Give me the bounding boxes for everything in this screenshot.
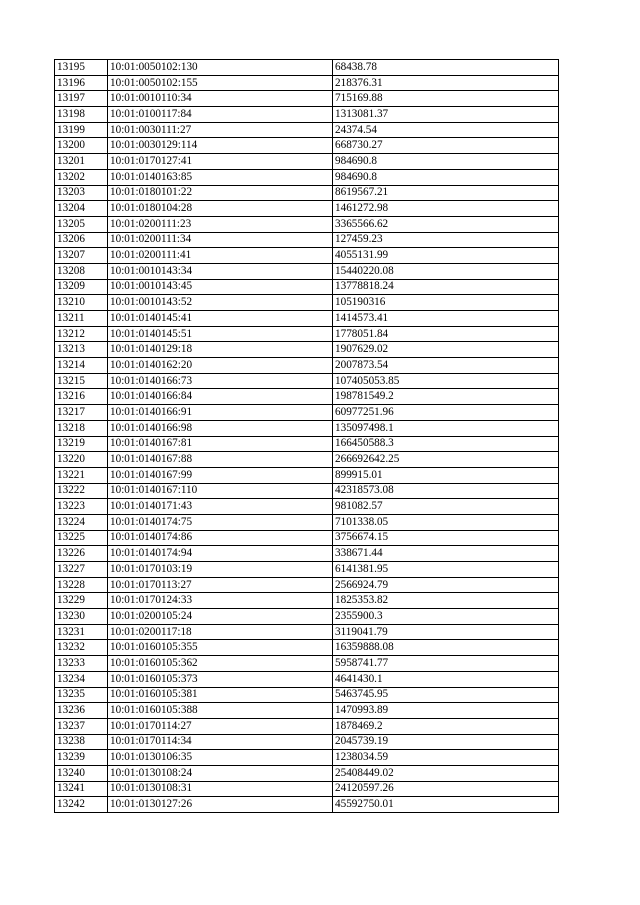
cadastral-number-cell: 10:01:0050102:155 (108, 75, 333, 91)
cadastral-number-cell: 10:01:0200111:23 (108, 216, 333, 232)
cadastral-number-cell: 10:01:0180101:22 (108, 185, 333, 201)
cadastral-number-cell: 10:01:0140167:81 (108, 436, 333, 452)
value-cell: 2045739.19 (333, 734, 559, 750)
cadastral-number-cell: 10:01:0180104:28 (108, 201, 333, 217)
value-cell: 166450588.3 (333, 436, 559, 452)
row-number-cell: 13208 (55, 263, 108, 279)
cadastral-number-cell: 10:01:0160105:381 (108, 687, 333, 703)
cadastral-number-cell: 10:01:0010110:34 (108, 91, 333, 107)
cadastral-number-cell: 10:01:0140162:20 (108, 358, 333, 374)
value-cell: 1825353.82 (333, 593, 559, 609)
row-number-cell: 13233 (55, 656, 108, 672)
row-number-cell: 13196 (55, 75, 108, 91)
table-row (55, 483, 559, 499)
table-row (55, 577, 559, 593)
table-row (55, 358, 559, 374)
row-number-cell: 13219 (55, 436, 108, 452)
row-number-cell: 13206 (55, 232, 108, 248)
row-number-cell: 13204 (55, 201, 108, 217)
row-number-cell: 13224 (55, 514, 108, 530)
row-number-cell: 13226 (55, 546, 108, 562)
value-cell: 1313081.37 (333, 107, 559, 123)
table-row (55, 499, 559, 515)
value-cell: 338671.44 (333, 546, 559, 562)
row-number-cell: 13222 (55, 483, 108, 499)
value-cell: 5463745.95 (333, 687, 559, 703)
cadastral-number-cell: 10:01:0140167:110 (108, 483, 333, 499)
cadastral-number-cell: 10:01:0140167:88 (108, 452, 333, 468)
cadastral-number-cell: 10:01:0160105:373 (108, 671, 333, 687)
row-number-cell: 13215 (55, 373, 108, 389)
table-row (55, 216, 559, 232)
row-number-cell: 13223 (55, 499, 108, 515)
cadastral-number-cell: 10:01:0140171:43 (108, 499, 333, 515)
row-number-cell: 13216 (55, 389, 108, 405)
value-cell: 715169.88 (333, 91, 559, 107)
value-cell: 981082.57 (333, 499, 559, 515)
row-number-cell: 13197 (55, 91, 108, 107)
table-row (55, 232, 559, 248)
value-cell: 1470993.89 (333, 703, 559, 719)
value-cell: 45592750.01 (333, 797, 559, 813)
value-cell: 4641430.1 (333, 671, 559, 687)
row-number-cell: 13238 (55, 734, 108, 750)
value-cell: 266692642.25 (333, 452, 559, 468)
cadastral-number-cell: 10:01:0130127:26 (108, 797, 333, 813)
cadastral-number-cell: 10:01:0030129:114 (108, 138, 333, 154)
table-row (55, 295, 559, 311)
row-number-cell: 13217 (55, 405, 108, 421)
row-number-cell: 13229 (55, 593, 108, 609)
row-number-cell: 13199 (55, 122, 108, 138)
row-number-cell: 13210 (55, 295, 108, 311)
table-row (55, 546, 559, 562)
value-cell: 8619567.21 (333, 185, 559, 201)
value-cell: 3756674.15 (333, 530, 559, 546)
table-row (55, 169, 559, 185)
cadastral-number-cell: 10:01:0170124:33 (108, 593, 333, 609)
cadastral-number-cell: 10:01:0030111:27 (108, 122, 333, 138)
table-row (55, 185, 559, 201)
row-number-cell: 13202 (55, 169, 108, 185)
table-row (55, 765, 559, 781)
value-cell: 2566924.79 (333, 577, 559, 593)
table-row (55, 609, 559, 625)
value-cell: 107405053.85 (333, 373, 559, 389)
table-row (55, 342, 559, 358)
row-number-cell: 13211 (55, 311, 108, 327)
table-row (55, 122, 559, 138)
row-number-cell: 13241 (55, 781, 108, 797)
value-cell: 668730.27 (333, 138, 559, 154)
table-row (55, 750, 559, 766)
value-cell: 3119041.79 (333, 624, 559, 640)
value-cell: 24120597.26 (333, 781, 559, 797)
row-number-cell: 13232 (55, 640, 108, 656)
row-number-cell: 13213 (55, 342, 108, 358)
row-number-cell: 13200 (55, 138, 108, 154)
table-row (55, 60, 559, 76)
value-cell: 2007873.54 (333, 358, 559, 374)
value-cell: 68438.78 (333, 60, 559, 76)
cadastral-number-cell: 10:01:0170114:27 (108, 718, 333, 734)
table-row (55, 467, 559, 483)
table-row (55, 781, 559, 797)
row-number-cell: 13207 (55, 248, 108, 264)
table-row (55, 279, 559, 295)
cadastral-number-cell: 10:01:0200105:24 (108, 609, 333, 625)
value-cell: 7101338.05 (333, 514, 559, 530)
row-number-cell: 13237 (55, 718, 108, 734)
table-row (55, 91, 559, 107)
table-row (55, 562, 559, 578)
cadastral-number-cell: 10:01:0050102:130 (108, 60, 333, 76)
cadastral-number-cell: 10:01:0140166:98 (108, 420, 333, 436)
table-row (55, 248, 559, 264)
cadastral-number-cell: 10:01:0200111:34 (108, 232, 333, 248)
table-row (55, 514, 559, 530)
value-cell: 15440220.08 (333, 263, 559, 279)
value-cell: 3365566.62 (333, 216, 559, 232)
table-row (55, 436, 559, 452)
cadastral-number-cell: 10:01:0170127:41 (108, 154, 333, 170)
row-number-cell: 13220 (55, 452, 108, 468)
value-cell: 198781549.2 (333, 389, 559, 405)
table-row (55, 326, 559, 342)
table-row (55, 671, 559, 687)
value-cell: 135097498.1 (333, 420, 559, 436)
value-cell: 42318573.08 (333, 483, 559, 499)
cadastral-number-cell: 10:01:0100117:84 (108, 107, 333, 123)
cadastral-number-cell: 10:01:0130106:35 (108, 750, 333, 766)
data-table (54, 59, 559, 813)
value-cell: 1778051.84 (333, 326, 559, 342)
value-cell: 24374.54 (333, 122, 559, 138)
value-cell: 2355900.3 (333, 609, 559, 625)
table-row (55, 138, 559, 154)
table-row (55, 201, 559, 217)
table-row (55, 703, 559, 719)
row-number-cell: 13236 (55, 703, 108, 719)
table-row (55, 624, 559, 640)
value-cell: 60977251.96 (333, 405, 559, 421)
value-cell: 25408449.02 (333, 765, 559, 781)
table-row (55, 656, 559, 672)
table-row (55, 311, 559, 327)
cadastral-number-cell: 10:01:0200111:41 (108, 248, 333, 264)
cadastral-number-cell: 10:01:0160105:362 (108, 656, 333, 672)
cadastral-number-cell: 10:01:0140167:99 (108, 467, 333, 483)
row-number-cell: 13195 (55, 60, 108, 76)
cadastral-number-cell: 10:01:0010143:52 (108, 295, 333, 311)
cadastral-number-cell: 10:01:0140163:85 (108, 169, 333, 185)
row-number-cell: 13234 (55, 671, 108, 687)
row-number-cell: 13214 (55, 358, 108, 374)
cadastral-number-cell: 10:01:0140174:86 (108, 530, 333, 546)
cadastral-number-cell: 10:01:0140166:91 (108, 405, 333, 421)
table-row (55, 154, 559, 170)
value-cell: 218376.31 (333, 75, 559, 91)
row-number-cell: 13203 (55, 185, 108, 201)
cadastral-number-cell: 10:01:0010143:34 (108, 263, 333, 279)
cadastral-number-cell: 10:01:0140145:51 (108, 326, 333, 342)
row-number-cell: 13240 (55, 765, 108, 781)
table-row (55, 107, 559, 123)
row-number-cell: 13242 (55, 797, 108, 813)
table-row (55, 797, 559, 813)
row-number-cell: 13221 (55, 467, 108, 483)
table-row (55, 593, 559, 609)
row-number-cell: 13225 (55, 530, 108, 546)
row-number-cell: 13205 (55, 216, 108, 232)
table-row (55, 420, 559, 436)
cadastral-number-cell: 10:01:0140166:73 (108, 373, 333, 389)
table-row (55, 389, 559, 405)
cadastral-number-cell: 10:01:0140145:41 (108, 311, 333, 327)
row-number-cell: 13227 (55, 562, 108, 578)
value-cell: 1414573.41 (333, 311, 559, 327)
row-number-cell: 13212 (55, 326, 108, 342)
cadastral-number-cell: 10:01:0160105:355 (108, 640, 333, 656)
row-number-cell: 13239 (55, 750, 108, 766)
value-cell: 5958741.77 (333, 656, 559, 672)
value-cell: 984690.8 (333, 154, 559, 170)
value-cell: 1878469.2 (333, 718, 559, 734)
cadastral-number-cell: 10:01:0140166:84 (108, 389, 333, 405)
table-row (55, 373, 559, 389)
row-number-cell: 13201 (55, 154, 108, 170)
value-cell: 16359888.08 (333, 640, 559, 656)
cadastral-number-cell: 10:01:0130108:24 (108, 765, 333, 781)
cadastral-number-cell: 10:01:0200117:18 (108, 624, 333, 640)
row-number-cell: 13198 (55, 107, 108, 123)
value-cell: 899915.01 (333, 467, 559, 483)
row-number-cell: 13231 (55, 624, 108, 640)
row-number-cell: 13230 (55, 609, 108, 625)
row-number-cell: 13235 (55, 687, 108, 703)
table-row (55, 530, 559, 546)
row-number-cell: 13218 (55, 420, 108, 436)
table-row (55, 263, 559, 279)
cadastral-number-cell: 10:01:0170114:34 (108, 734, 333, 750)
cadastral-number-cell: 10:01:0140174:94 (108, 546, 333, 562)
row-number-cell: 13209 (55, 279, 108, 295)
table-row (55, 405, 559, 421)
value-cell: 6141381.95 (333, 562, 559, 578)
row-number-cell: 13228 (55, 577, 108, 593)
table-row (55, 687, 559, 703)
value-cell: 1238034.59 (333, 750, 559, 766)
table-row (55, 734, 559, 750)
value-cell: 13778818.24 (333, 279, 559, 295)
cadastral-number-cell: 10:01:0140129:18 (108, 342, 333, 358)
value-cell: 984690.8 (333, 169, 559, 185)
cadastral-number-cell: 10:01:0170103:19 (108, 562, 333, 578)
value-cell: 105190316 (333, 295, 559, 311)
cadastral-number-cell: 10:01:0010143:45 (108, 279, 333, 295)
table-row (55, 452, 559, 468)
table-row (55, 75, 559, 91)
value-cell: 1461272.98 (333, 201, 559, 217)
cadastral-number-cell: 10:01:0140174:75 (108, 514, 333, 530)
value-cell: 4055131.99 (333, 248, 559, 264)
value-cell: 127459.23 (333, 232, 559, 248)
cadastral-number-cell: 10:01:0130108:31 (108, 781, 333, 797)
cadastral-number-cell: 10:01:0160105:388 (108, 703, 333, 719)
table-row (55, 640, 559, 656)
value-cell: 1907629.02 (333, 342, 559, 358)
table-row (55, 718, 559, 734)
table-body (55, 60, 559, 813)
cadastral-number-cell: 10:01:0170113:27 (108, 577, 333, 593)
